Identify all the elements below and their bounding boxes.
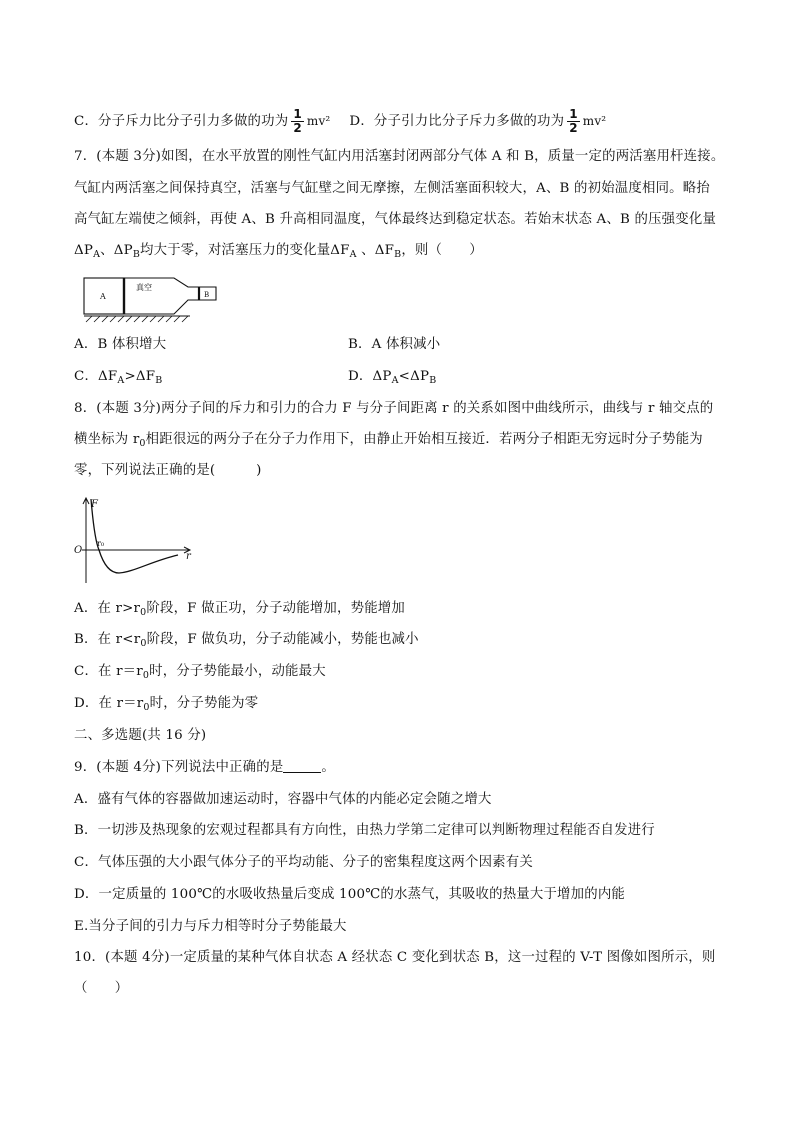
delta-fb: 、ΔF: [356, 243, 395, 258]
q8-option-a-text-2: 阶段，F 做正功，分子动能增加，势能增加: [146, 601, 405, 616]
q7-option-d-text: D．ΔP: [348, 369, 392, 384]
q7-option-b: B．A 体积减小: [348, 337, 441, 352]
q8-option-c-text: C．在 r＝r: [74, 664, 143, 679]
answer-blank[interactable]: [283, 760, 321, 773]
q7-option-d-text-2: <ΔP: [398, 369, 430, 384]
q8-option-d-text: D．在 r＝r: [74, 696, 144, 711]
sub-b: B: [155, 375, 163, 386]
q7-line-1: 7．(本题 3分)如图，在水平放置的刚性气缸内用活塞封闭两部分气体 A 和 B，质量一定的两活塞用杆连接。: [74, 149, 725, 164]
q7-option-a: A．B 体积增大: [74, 337, 167, 352]
sub-b: B: [429, 375, 437, 386]
q8-option-b-text-2: 阶段，F 做负功，分子动能减小，势能也减小: [146, 632, 419, 647]
sub-0: 0: [143, 702, 150, 713]
q8-option-b: [74, 631, 419, 653]
q9-option-c: C．气体压强的大小跟气体分子的平均动能、分子的密集程度这两个因素有关: [74, 855, 533, 870]
sub-b: B: [394, 249, 402, 260]
q7-option-c: [74, 368, 162, 390]
q8-option-d: [74, 695, 258, 717]
q7-answer-paren: ，则（ ）: [401, 243, 483, 258]
q8-line-3: 零，下列说法正确的是( ): [74, 463, 262, 478]
q6-option-d: D．分子引力比分子斥力多做的功为: [349, 114, 565, 129]
q6-mv2: mv²: [306, 114, 331, 128]
cylinder-figure: [78, 272, 228, 324]
fraction-half: [291, 108, 304, 135]
sub-0: 0: [142, 670, 150, 681]
q9-stem-text: 9．(本题 4分)下列说法中正确的是: [74, 760, 284, 775]
force-curve-figure: [72, 493, 197, 585]
label-r: r: [186, 551, 191, 562]
q7-option-c-text: C．ΔF: [74, 369, 118, 384]
label-b: B: [204, 291, 210, 299]
q8-line2-text: 横坐标为 r: [74, 432, 140, 447]
sub-0: 0: [139, 438, 146, 449]
q10-line-2: （ ）: [74, 981, 129, 996]
q9-option-e: E.当分子间的引力与斥力相等时分子势能最大: [74, 919, 347, 934]
section-heading: 二、多选题(共 16 分): [74, 728, 207, 743]
frac-denominator: 2: [569, 121, 578, 135]
q8-option-b-text: B．在 r<r: [74, 632, 141, 647]
q7-line-4: [74, 242, 483, 264]
frac-numerator: 1: [293, 107, 302, 121]
sub-a: A: [93, 249, 101, 260]
frac-numerator: 1: [569, 107, 578, 121]
q8-option-c-text-2: 时，分子势能最小，动能最大: [149, 664, 326, 679]
q8-line-2: [74, 431, 703, 453]
q9-option-b: B．一切涉及热现象的宏观过程都具有方向性，由热力学第二定律可以判断物理过程能否自发进行: [74, 823, 655, 838]
force-curve: [91, 499, 178, 573]
q9-option-d: D．一定质量的 100℃的水吸收热量后变成 100℃的水蒸气，其吸收的热量大于增加的内能: [74, 887, 626, 902]
q9-stem: [74, 759, 335, 777]
label-vacuum: 真空: [136, 283, 152, 292]
q8-option-c: [74, 663, 326, 685]
sub-0: 0: [140, 607, 147, 618]
label-f: F: [91, 499, 98, 510]
q7-line-2: 气缸内两活塞之间保持真空，活塞与气缸壁之间无摩擦，左侧活塞面积较大，A、B 的初始温度相同。略抬: [74, 181, 710, 196]
q8-option-d-text-2: 时，分子势能为零: [149, 696, 259, 711]
fraction-half-d: [567, 108, 580, 135]
q6-mv2-d: mv²: [582, 114, 607, 128]
q8-line2-text-2: 相距很远的两分子在分子力作用下，由静止开始相互接近．若两分子相距无穷远时分子势能为: [145, 432, 703, 447]
label-a: A: [100, 292, 106, 301]
label-origin: O: [74, 545, 83, 556]
sub-0: 0: [140, 638, 147, 649]
sub-a: A: [117, 375, 125, 386]
ground-hatching: [86, 316, 188, 322]
frac-denominator: 2: [293, 121, 302, 135]
q8-line-1: 8．(本题 3分)两分子间的斥力和引力的合力 F 与分子间距离 r 的关系如图中曲线所示，曲线与 r 轴交点的: [74, 401, 714, 416]
sub-a: A: [349, 249, 357, 260]
q8-option-a: [74, 600, 405, 622]
q10-line-1: 10．(本题 4分)一定质量的某种气体自状态 A 经状态 C 变化到状态 B，这一过程的 V-T 图像如图所示，则: [74, 950, 716, 965]
q7-option-c-text-2: >ΔF: [124, 369, 156, 384]
sub-b: B: [132, 249, 141, 260]
q7-line-3: 高气缸左端使之倾斜，再使 A、B 升高相同温度，气体最终达到稳定状态。若始末状态 A、B 的压强变化量: [74, 212, 717, 227]
q8-option-a-text: A．在 r>r: [74, 601, 141, 616]
q7-option-d: [348, 368, 436, 390]
delta-pb: 、ΔP: [100, 243, 133, 258]
q9-option-a: A．盛有气体的容器做加速运动时，容器中气体的内能必定会随之增大: [74, 792, 492, 807]
delta-pa: ΔP: [74, 243, 94, 258]
q7-line4-text: 均大于零，对活塞压力的变化量ΔF: [140, 243, 350, 258]
sub-a: A: [391, 375, 399, 386]
label-r0: r₀: [97, 539, 105, 548]
q9-stem-end: 。: [321, 760, 336, 775]
q6-option-c: C．分子斥力比分子引力多做的功为: [74, 114, 289, 129]
q6-options-row: [74, 108, 606, 135]
